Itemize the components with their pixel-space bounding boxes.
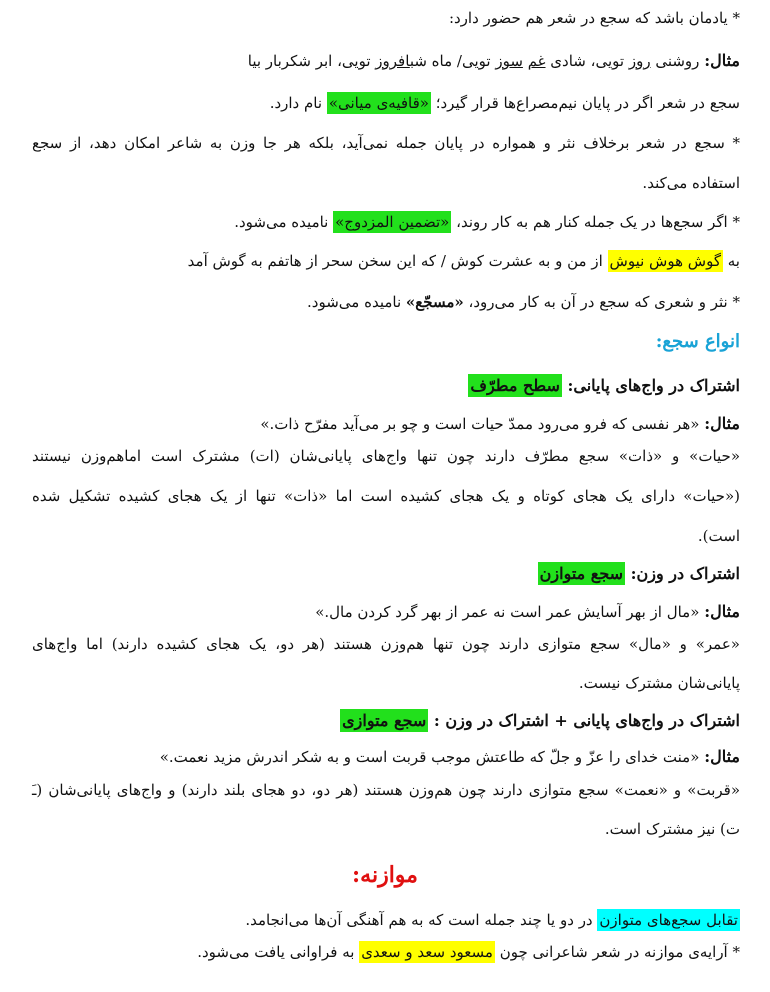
bold-term: «مسجّع»: [405, 293, 464, 311]
paragraph-line: [32, 133, 740, 153]
text: * اگر سجع‌ها در یک جمله کنار هم به کار روند،: [451, 213, 740, 231]
text: تویی/ ماه شب: [409, 52, 496, 70]
paragraph-line: [32, 942, 740, 962]
text: سجع در شعر اگر در پایان نیم‌مصراع‌ها قرار گیرد؛: [430, 94, 740, 112]
example-line: [32, 747, 740, 767]
note-text: * یادمان باشد که سجع در شعر هم حضور دارد:: [448, 9, 740, 27]
example-label: مثال:: [704, 51, 740, 70]
text: «منت خدای را عزّ و جلّ که طاعتش موجب قربت است و به شکر اندرش مزید نعمت.»: [159, 748, 700, 766]
text: نام دارد.: [269, 94, 327, 112]
paragraph-line: [32, 446, 740, 466]
text: «مال از بهر آسایش عمر است نه عمر از بهر گرد کردن مال.»: [315, 603, 700, 621]
paragraph-line: [32, 780, 740, 800]
text: استفاده می‌کند.: [642, 174, 740, 192]
text: «هر نفسی که فرو می‌رود ممدّ حیات است و چو بر می‌آید مفرّح ذات.»: [260, 415, 700, 433]
paragraph-line: [32, 910, 740, 930]
example-label: مثال:: [704, 747, 740, 766]
highlight-term: مسعود سعد و سعدی: [361, 943, 493, 961]
highlight-term: تقابل سجع‌های متوازن: [599, 911, 738, 929]
paragraph-line: [32, 212, 740, 232]
paragraph-line: [32, 819, 740, 839]
underlined-word: روز: [628, 52, 651, 70]
text: نامیده می‌شود.: [307, 293, 406, 311]
text: است).: [697, 527, 740, 545]
underlined-word: غم: [527, 52, 546, 70]
highlight-term: «قافیه‌ی میانی»: [328, 94, 429, 112]
text: ت) نیز مشترک است.: [604, 820, 740, 838]
text: نامیده می‌شود.: [234, 213, 334, 231]
paragraph-line: [32, 173, 740, 193]
text: * نثر و شعری که سجع در آن به کار می‌رود،: [463, 293, 740, 311]
highlight-term: سجع متوازی: [342, 711, 427, 730]
example-line: [32, 414, 740, 434]
text: در دو یا چند جمله است که به هم آهنگی آن‌ها می‌انجامد.: [245, 911, 598, 929]
text: «حیات» و «ذات» سجع مطرّف دارند چون تنها واج‌های پایانی‌شان (ات) مشترک است اماهم‌وزن نیستند: [32, 447, 740, 465]
highlight-term: سطح مطرّف: [470, 376, 560, 395]
section-heading: موازنه:: [352, 862, 418, 888]
example-label: مثال:: [704, 602, 740, 621]
text: * آرایه‌ی موازنه در شعر شاعرانی چون: [494, 943, 740, 961]
poem-line: [32, 251, 740, 271]
highlight-term: سجع متوازن: [539, 564, 624, 583]
paragraph-line: [32, 673, 740, 693]
text: پایانی‌شان مشترک نیست.: [578, 674, 740, 692]
paragraph-line: [32, 292, 740, 312]
paragraph-line: [32, 634, 740, 654]
note-line: [32, 8, 740, 28]
text: «قربت» و «نعمت» سجع متوازی دارند چون هم‌وزن هستند (هر دو، دو هجای بلند دارند) و واج‌های پایانی‌شان (ـَ: [32, 781, 740, 799]
subheading-text: اشتراک در واج‌های پایانی + اشتراک در وزن :: [428, 711, 740, 730]
subheading-text: اشتراک در وزن:: [625, 564, 740, 583]
paragraph-line: [32, 486, 740, 506]
subheading-line: [32, 711, 740, 731]
example-line: [32, 51, 740, 71]
example-label: مثال:: [704, 414, 740, 433]
section-heading: انواع سجع:: [655, 331, 740, 352]
example-line: [32, 602, 740, 622]
underlined-word: افروز: [375, 52, 410, 70]
highlight-term: «تضمین المزدوج»: [335, 213, 450, 231]
text: «عمر» و «مال» سجع متوازی دارند چون تنها هم‌وزن هستند (هر دو، یک هجای کشیده دارند) اما واج‌های: [32, 635, 740, 653]
text: به: [723, 252, 740, 270]
paragraph-line: [32, 526, 740, 546]
subheading-line: [32, 564, 740, 584]
subheading-line: [32, 376, 740, 396]
text: * سجع در شعر برخلاف نثر و همواره در پایان جمله نمی‌آید، بلکه هر جا وزن به شاعر امکان دهد، از سجع: [32, 134, 740, 152]
text: از من و به عشرت کوش / که این سخن سحر از هاتفم به گوش آمد: [187, 252, 608, 270]
underlined-word: سوز: [495, 52, 523, 70]
text: روشنی: [650, 52, 705, 70]
subheading-text: اشتراک در واج‌های پایانی:: [561, 376, 740, 395]
text: تویی، ابر شکربار بیا: [247, 52, 376, 70]
highlight-term: گوش هوش نیوش: [609, 252, 721, 270]
text: («حیات» دارای یک هجای کوتاه و یک هجای کشیده است اما «ذات» تنها از یک هجای کشیده تشکیل شده: [32, 487, 740, 505]
text: به فراوانی یافت می‌شود.: [197, 943, 360, 961]
text: تویی، شادی: [545, 52, 629, 70]
paragraph-line: [32, 93, 740, 113]
